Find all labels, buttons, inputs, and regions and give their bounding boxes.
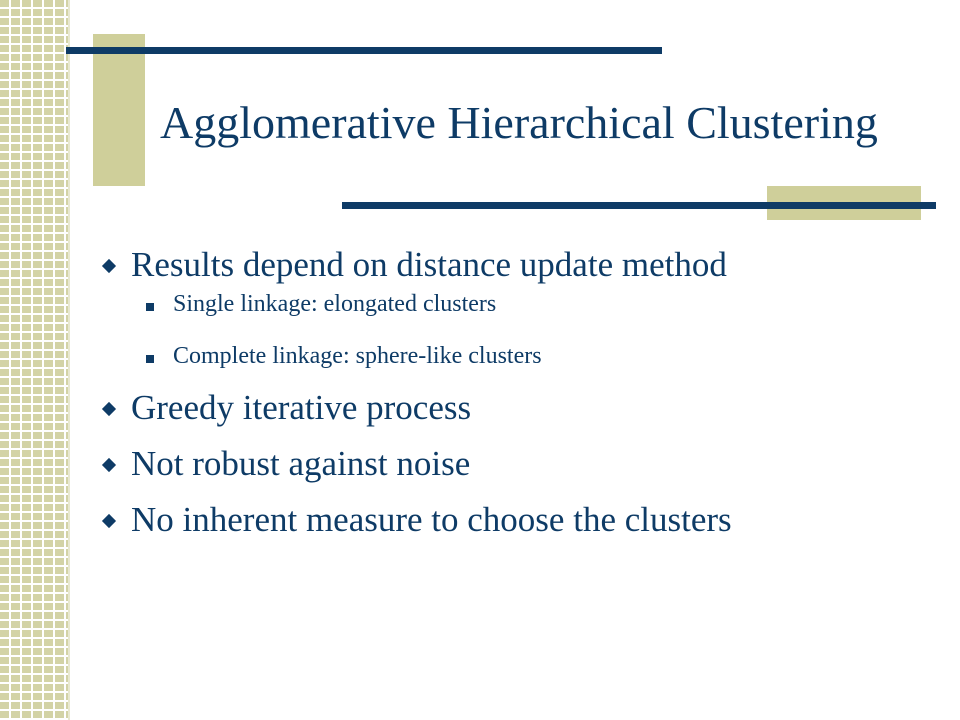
bullet-list — [100, 244, 732, 541]
decorative-side-pattern — [0, 0, 68, 720]
slide-title: Agglomerative Hierarchical Clustering — [160, 97, 878, 148]
sub-bullet-item — [146, 342, 732, 371]
title-rule-bottom — [342, 202, 936, 209]
square-bullet-icon — [146, 303, 154, 311]
bullet-item — [100, 244, 732, 286]
bullet-text: No inherent measure to choose the clusters — [131, 499, 732, 539]
bullet-item — [100, 443, 732, 485]
bullet-text: Greedy iterative process — [131, 387, 472, 427]
sub-bullet-item — [146, 290, 732, 319]
side-pattern-edge — [68, 0, 70, 720]
sub-bullet-text: Complete linkage: sphere-like clusters — [173, 342, 542, 369]
sub-bullet-text: Single linkage: elongated clusters — [173, 291, 497, 317]
bullet-item — [100, 387, 732, 429]
bullet-text: Not robust against noise — [131, 443, 471, 483]
decorative-accent-block-left — [93, 34, 145, 186]
square-bullet-icon — [146, 355, 154, 363]
bullet-item — [100, 499, 732, 541]
bullet-text: Results depend on distance update method — [131, 245, 727, 284]
title-rule-top — [66, 47, 662, 54]
